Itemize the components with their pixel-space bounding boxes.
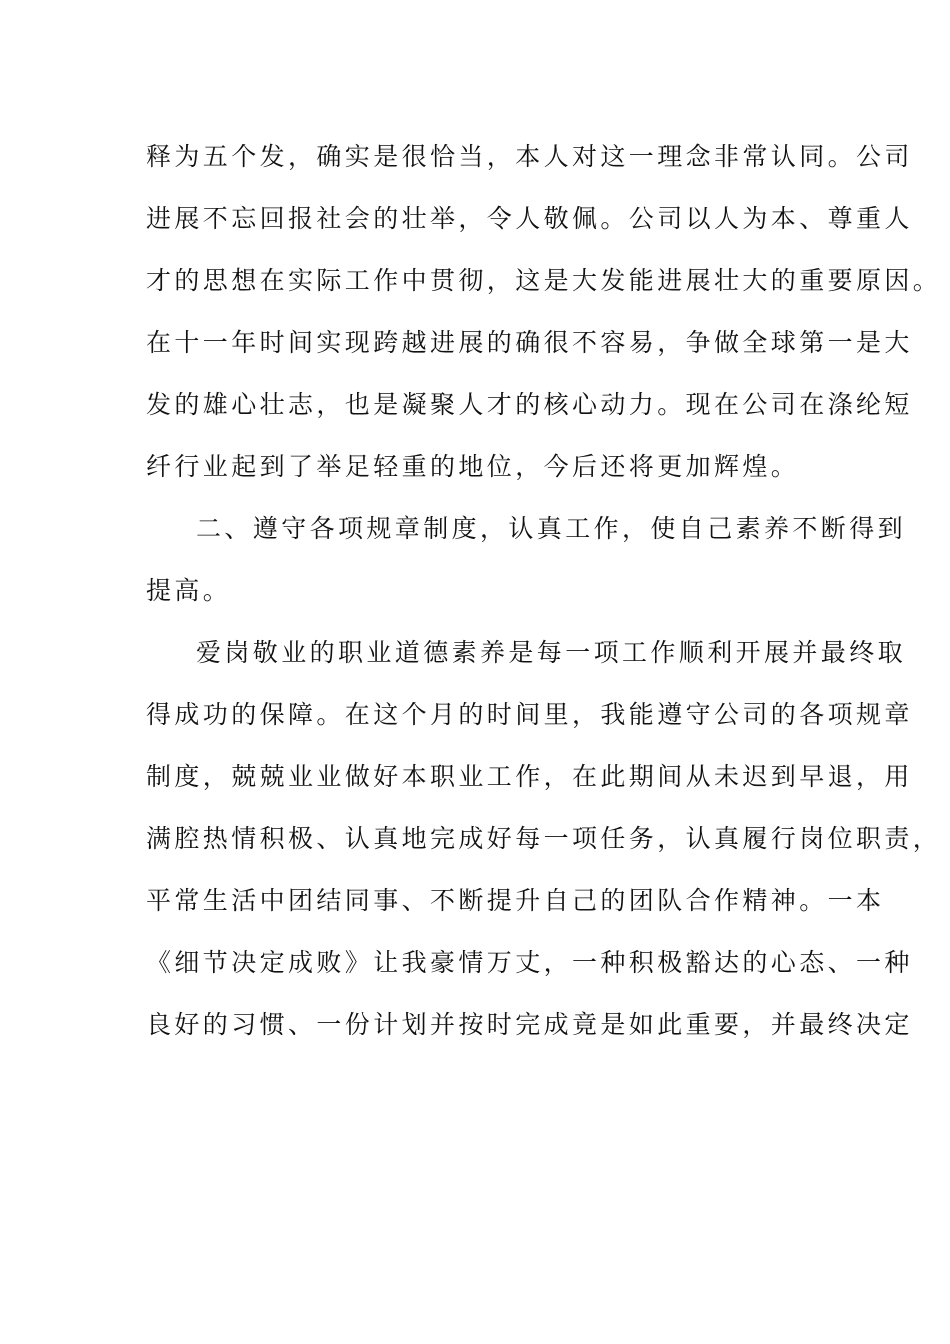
- section-heading-line: 二、遵守各项规章制度，认真工作，使自己素养不断得到: [196, 514, 907, 543]
- text-line: 纤行业起到了举足轻重的地位，今后还将更加辉煌。: [146, 452, 800, 481]
- text-line: 得成功的保障。在这个月的时间里，我能遵守公司的各项规章: [146, 700, 913, 729]
- section-heading-line: 提高。: [146, 576, 232, 605]
- text-line: 良好的习惯、一份计划并按时完成竟是如此重要，并最终决定: [146, 1010, 913, 1039]
- text-line: 在十一年时间实现跨越进展的确很不容易，争做全球第一是大: [146, 328, 913, 357]
- text-line: 才的思想在实际工作中贯彻，这是大发能进展壮大的重要原因。: [146, 266, 942, 295]
- text-line: 满腔热情积极、认真地完成好每一项任务，认真履行岗位职责，: [146, 824, 942, 853]
- text-line: 爱岗敬业的职业道德素养是每一项工作顺利开展并最终取: [196, 638, 907, 667]
- text-line: 制度，兢兢业业做好本职业工作，在此期间从未迟到早退，用: [146, 762, 913, 791]
- text-line: 进展不忘回报社会的壮举，令人敬佩。公司以人为本、尊重人: [146, 204, 913, 233]
- text-line: 平常生活中团结同事、不断提升自己的团队合作精神。一本: [146, 886, 885, 915]
- text-line: 发的雄心壮志，也是凝聚人才的核心动力。现在公司在涤纶短: [146, 390, 913, 419]
- text-line: 释为五个发，确实是很恰当，本人对这一理念非常认同。公司: [146, 142, 913, 171]
- text-line: 《细节决定成败》让我豪情万丈，一种积极豁达的心态、一种: [146, 948, 913, 977]
- document-body: [146, 126, 942, 1056]
